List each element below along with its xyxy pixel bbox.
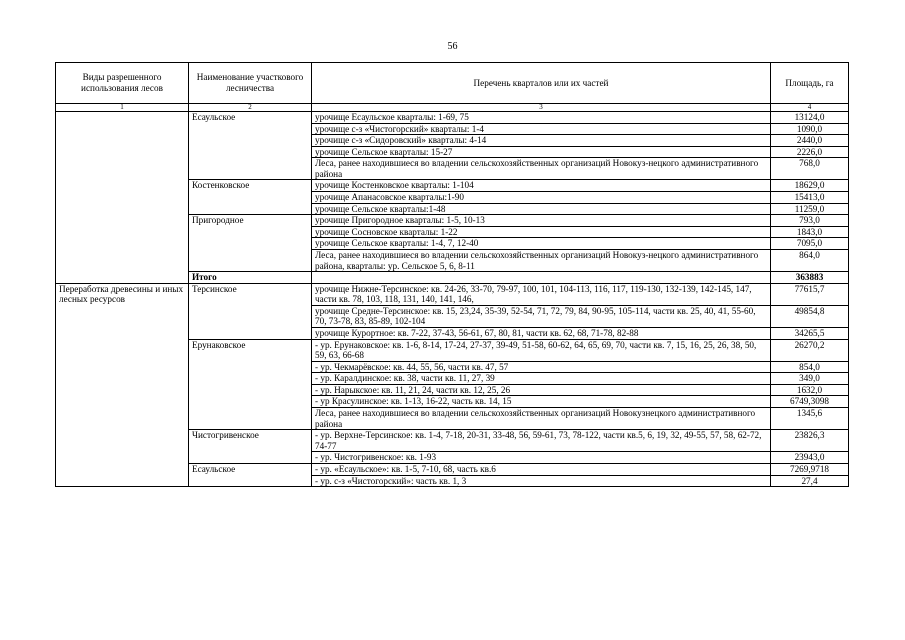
page-number: 56	[447, 41, 458, 52]
area-cell: 1632,0	[771, 384, 849, 396]
area-cell: 1843,0	[771, 226, 849, 238]
area-cell: 18629,0	[771, 180, 849, 192]
quarters-cell: - ур. Чекмарёвское: кв. 44, 55, 56, части кв. 47, 57	[312, 361, 771, 373]
quarters-cell: урочище Сельское кварталы:1-48	[312, 203, 771, 215]
header-area: Площадь, га	[771, 63, 849, 104]
area-cell: 793,0	[771, 215, 849, 227]
area-cell: 23826,3	[771, 430, 849, 452]
area-cell: 23943,0	[771, 452, 849, 464]
column-number-row	[56, 104, 849, 112]
quarters-cell: урочище с-з «Чистогорский» кварталы: 1-4	[312, 123, 771, 135]
area-cell: 6749,3098	[771, 396, 849, 408]
area-cell: 2440,0	[771, 135, 849, 147]
quarters-cell: урочище Есаульское кварталы: 1-69, 75	[312, 112, 771, 124]
area-cell: 15413,0	[771, 192, 849, 204]
area-cell: 349,0	[771, 373, 849, 385]
table-body	[56, 112, 849, 487]
forestry-cell: Костенковское	[189, 180, 312, 215]
area-cell: 2226,0	[771, 146, 849, 158]
column-number: 3	[312, 104, 771, 112]
forestry-cell: Пригородное	[189, 215, 312, 272]
area-cell: 1090,0	[771, 123, 849, 135]
quarters-cell: - ур. Ерунаковское: кв. 1-6, 8-14, 17-24, 27-37, 39-49, 51-58, 60-62, 64, 65, 69, 70, части кв. 7, 15, 16, 25, 26, 38, 50, 59, 63, 66-68	[312, 339, 771, 361]
quarters-cell: Леса, ранее находившиеся во владении сельскохозяйственных организаций Новокузнецкого административного района	[312, 408, 771, 430]
area-cell: 11259,0	[771, 203, 849, 215]
quarters-cell: урочище Курортное: кв. 7-22, 37-43, 56-61, 67, 80, 81, части кв. 62, 68, 71-78, 82-88	[312, 327, 771, 339]
area-cell: 768,0	[771, 158, 849, 180]
table-row	[56, 112, 849, 124]
quarters-cell: урочище Костенковское кварталы: 1-104	[312, 180, 771, 192]
column-number: 2	[189, 104, 312, 112]
forestry-cell: Есаульское	[189, 112, 312, 180]
area-cell: 34265,5	[771, 327, 849, 339]
table-row	[56, 283, 849, 305]
area-cell: 77615,7	[771, 283, 849, 305]
quarters-cell: урочище Сосновское кварталы: 1-22	[312, 226, 771, 238]
quarters-cell: - ур. «Есаульское»: кв. 1-5, 7-10, 68, часть кв.6	[312, 463, 771, 475]
quarters-cell: - ур. Чистогривенское: кв. 1-93	[312, 452, 771, 464]
total-value: 363883	[771, 272, 849, 284]
column-number: 1	[56, 104, 189, 112]
total-label: Итого	[189, 272, 312, 284]
quarters-cell: урочище Сельское кварталы: 15-27	[312, 146, 771, 158]
forestry-cell: Есаульское	[189, 463, 312, 486]
quarters-cell: - ур Красулинское: кв. 1-13, 16-22, часть кв. 14, 15	[312, 396, 771, 408]
quarters-cell: Леса, ранее находившиеся во владении сельскохозяйственных организаций Новокуз-нецкого административного района	[312, 158, 771, 180]
area-cell: 7269,9718	[771, 463, 849, 475]
use-type-cell	[56, 112, 189, 284]
forest-quarters-table	[55, 62, 849, 487]
table-header-row	[56, 63, 849, 104]
column-number: 4	[771, 104, 849, 112]
area-cell: 854,0	[771, 361, 849, 373]
area-cell: 7095,0	[771, 238, 849, 250]
quarters-cell: урочище Пригородное кварталы: 1-5, 10-13	[312, 215, 771, 227]
forestry-cell: Терсинское	[189, 283, 312, 339]
header-forestry: Наименование участкового лесничества	[189, 63, 312, 104]
quarters-cell: - ур. Каралдинское: кв. 38, части кв. 11, 27, 39	[312, 373, 771, 385]
forestry-cell: Чистогривенское	[189, 430, 312, 464]
quarters-cell: урочище Нижне-Терсинское: кв. 24-26, 33-70, 79-97, 100, 101, 104-113, 116, 117, 119-130, 132-139, 142-145, 147, части кв. 78, 103, 118, 131, 140, 141, 146,	[312, 283, 771, 305]
quarters-cell: - ур. с-з «Чистогорский»: часть кв. 1, 3	[312, 475, 771, 487]
area-cell: 49854,8	[771, 305, 849, 327]
quarters-cell: урочище Апанасовское кварталы:1-90	[312, 192, 771, 204]
area-cell: 26270,2	[771, 339, 849, 361]
area-cell: 13124,0	[771, 112, 849, 124]
quarters-cell: - ур. Нарыкское: кв. 11, 21, 24, части кв. 12, 25, 26	[312, 384, 771, 396]
area-cell: 864,0	[771, 249, 849, 271]
quarters-cell: Леса, ранее находившиеся во владении сельскохозяйственных организаций Новокуз-нецкого административного района, кварталы: ур. Сельское 5, 6, 8-11	[312, 249, 771, 271]
forestry-cell: Ерунаковское	[189, 339, 312, 430]
quarters-cell: урочище Сельское кварталы: 1-4, 7, 12-40	[312, 238, 771, 250]
area-cell: 27,4	[771, 475, 849, 487]
header-quarters: Перечень кварталов или их частей	[312, 63, 771, 104]
header-use-type: Виды разрешенного использования лесов	[56, 63, 189, 104]
use-type-cell: Переработка древесины и иных лесных ресурсов	[56, 283, 189, 486]
quarters-cell: урочище с-з «Сидоровский» кварталы: 4-14	[312, 135, 771, 147]
area-cell: 1345,6	[771, 408, 849, 430]
quarters-cell: урочище Средне-Терсинское: кв. 15, 23,24, 35-39, 52-54, 71, 72, 79, 84, 90-95, 105-114, части кв. 25, 40, 41, 55-60, 70, 73-78, 83, 85-89, 102-104	[312, 305, 771, 327]
total-empty-cell	[312, 272, 771, 284]
quarters-cell: - ур. Верхне-Терсинское: кв. 1-4, 7-18, 20-31, 33-48, 56, 59-61, 73, 78-122, части кв.5, 6, 19, 32, 49-55, 57, 58, 62-72, 74-77	[312, 430, 771, 452]
